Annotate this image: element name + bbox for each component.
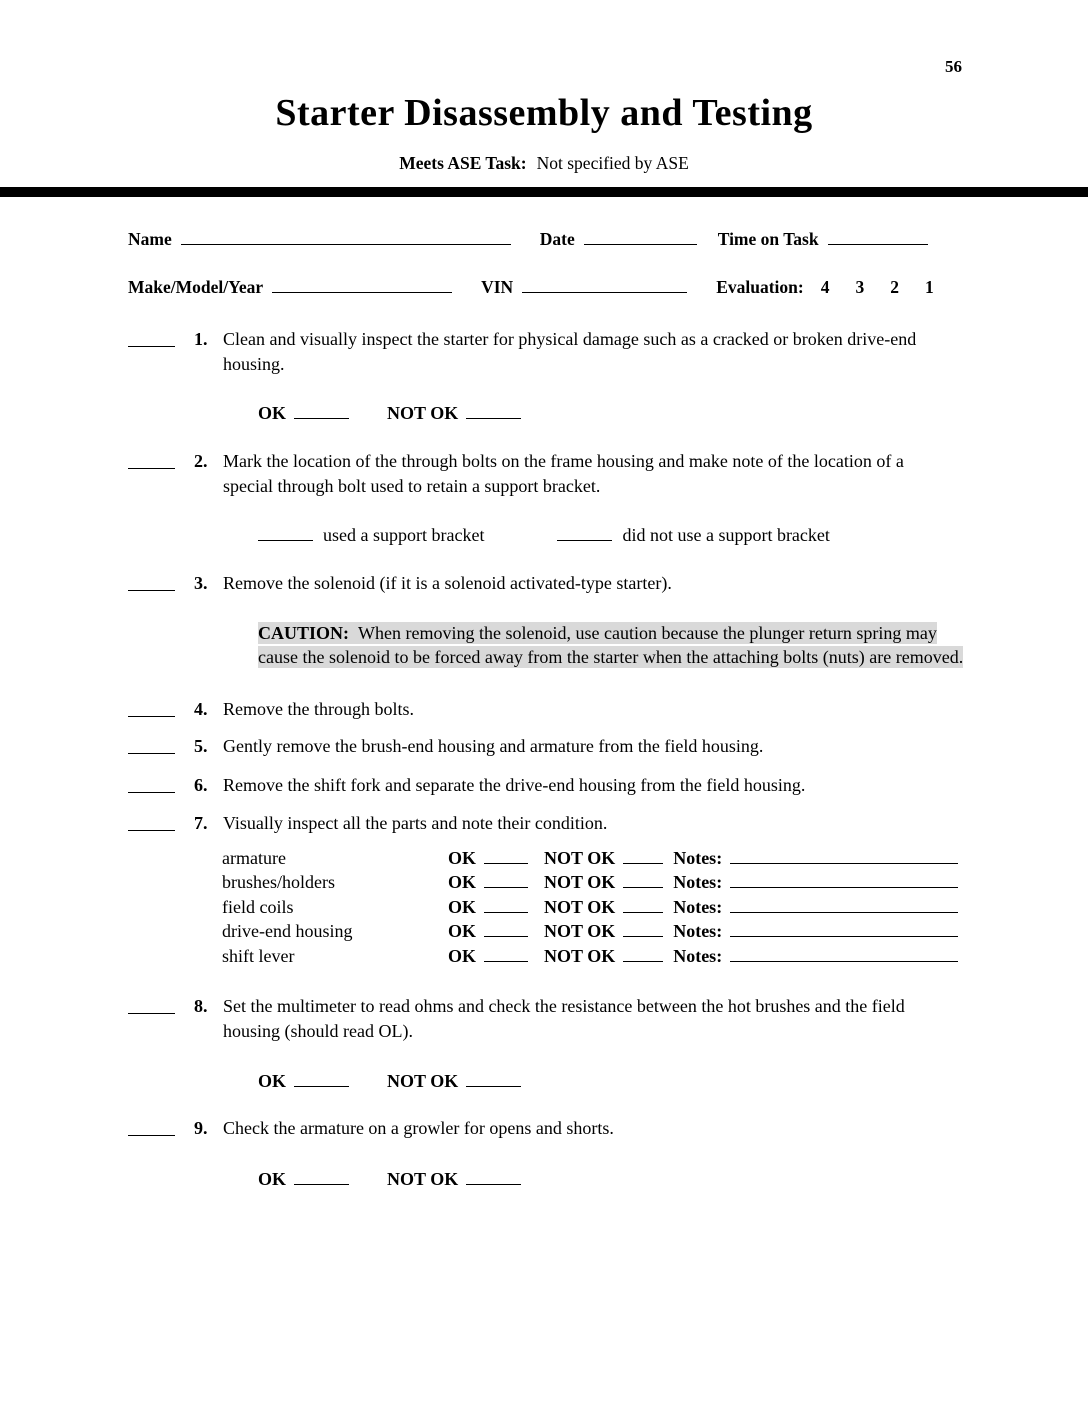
page-title: Starter Disassembly and Testing	[275, 92, 813, 134]
support-bracket-options	[258, 523, 958, 546]
step-1-text: Clean and visually inspect the starter for physical damage such as a cracked or broken drive-end housing.	[223, 329, 917, 374]
step-1-number: 1.	[194, 329, 208, 349]
step-1	[128, 327, 958, 376]
inspection-row-field-coils	[222, 895, 958, 920]
step-3-text: Remove the solenoid (if it is a solenoid activated-type starter).	[223, 573, 672, 593]
step-5	[128, 734, 958, 759]
page-number: 56	[945, 57, 962, 76]
notes-label: Notes:	[673, 847, 723, 868]
step-7-text: Visually inspect all the parts and note their condition.	[223, 813, 608, 833]
ok-blank	[484, 846, 528, 864]
part-name: armature	[222, 847, 286, 868]
step-7-response-blank	[128, 811, 175, 831]
form-row-name-date-time	[128, 227, 958, 251]
ok-label: OK	[258, 1168, 287, 1189]
inspection-table	[222, 846, 958, 969]
step-8-text: Set the multimeter to read ohms and check the resistance between the hot brushes and the field housing (should read OL).	[223, 996, 905, 1041]
evaluation-score-4: 4	[820, 277, 830, 297]
divider-bar	[0, 187, 1088, 197]
ase-task-label: Meets ASE Task:	[399, 153, 527, 173]
step-3-response-blank	[128, 571, 175, 591]
step-9-number: 9.	[194, 1118, 208, 1139]
step-8-response-blank	[128, 994, 175, 1014]
step-9-text: Check the armature on a growler for opens and shorts.	[223, 1118, 614, 1139]
notes-blank	[730, 919, 958, 937]
not-ok-blank	[623, 870, 663, 888]
ok-label: OK	[258, 403, 287, 423]
page-header	[0, 0, 1088, 77]
notes-blank	[730, 944, 958, 962]
step-8	[128, 994, 958, 1043]
not-ok-blank	[466, 1167, 521, 1185]
time-on-task-blank	[828, 227, 928, 245]
notes-label: Notes:	[673, 872, 723, 893]
evaluation-scale	[821, 275, 934, 299]
evaluation-score-2: 2	[890, 277, 899, 297]
step-2	[128, 449, 958, 498]
step-2-response-blank	[128, 449, 175, 469]
part-name: shift lever	[222, 945, 295, 966]
ok-blank	[484, 919, 528, 937]
step-2-text: Mark the location of the through bolts on the frame housing and make note of the location of a special through bolt used to retain a support bracket.	[223, 451, 904, 496]
notes-label: Notes:	[673, 896, 723, 917]
caution-text: When removing the solenoid, use caution because the plunger return spring may cause the solenoid to be forced away from the starter when the attaching bolts (nuts) are removed.	[258, 622, 964, 667]
part-name: drive-end housing	[222, 921, 353, 942]
ase-task-value: Not specified by ASE	[536, 153, 689, 173]
used-bracket-label: used a support bracket	[323, 525, 485, 545]
ok-label: OK	[448, 896, 477, 917]
step-5-number: 5.	[194, 736, 208, 756]
ok-label: OK	[448, 945, 477, 966]
ok-blank	[294, 401, 349, 419]
step-8-ok-line	[258, 1069, 958, 1092]
notes-label: Notes:	[673, 921, 723, 942]
form-row-vehicle-evaluation	[128, 275, 958, 299]
step-6-text: Remove the shift fork and separate the drive-end housing from the field housing.	[223, 774, 806, 795]
step-5-response-blank	[128, 734, 175, 754]
ok-label: OK	[448, 847, 477, 868]
date-blank	[584, 227, 697, 245]
step-6-number: 6.	[194, 774, 208, 795]
notes-blank	[730, 895, 958, 913]
not-ok-blank	[623, 846, 663, 864]
not-ok-label: NOT OK	[387, 1168, 459, 1189]
step-9-response-blank	[128, 1116, 175, 1136]
step-2-number: 2.	[194, 451, 208, 471]
step-8-number: 8.	[194, 996, 208, 1017]
not-ok-blank	[623, 944, 663, 962]
ok-blank	[484, 895, 528, 913]
step-6	[128, 773, 958, 798]
not-ok-label: NOT OK	[387, 403, 459, 423]
worksheet-body	[0, 197, 1088, 1190]
not-ok-label: NOT OK	[544, 872, 616, 893]
ok-label: OK	[258, 1071, 287, 1092]
step-9	[128, 1116, 958, 1141]
step-4-response-blank	[128, 697, 175, 717]
make-model-year-blank	[272, 275, 452, 293]
evaluation-score-1: 1	[924, 277, 934, 297]
evaluation-label: Evaluation:	[716, 277, 804, 297]
ok-label: OK	[448, 872, 477, 893]
notes-label: Notes:	[673, 945, 723, 966]
not-ok-label: NOT OK	[544, 896, 616, 917]
step-4-text: Remove the through bolts.	[223, 698, 414, 719]
notes-blank	[730, 870, 958, 888]
ase-task-line	[0, 153, 1088, 174]
not-ok-blank	[466, 401, 521, 419]
ok-blank	[484, 944, 528, 962]
ok-label: OK	[448, 921, 477, 942]
caution-label: CAUTION:	[258, 622, 350, 643]
step-9-ok-line	[258, 1167, 958, 1190]
used-bracket-blank	[258, 523, 313, 541]
step-4-number: 4.	[194, 698, 208, 719]
name-blank	[181, 227, 511, 245]
no-bracket-label: did not use a support bracket	[622, 525, 830, 545]
ok-blank	[484, 870, 528, 888]
part-name: field coils	[222, 896, 294, 917]
step-4	[128, 697, 958, 722]
not-ok-label: NOT OK	[544, 945, 616, 966]
ok-blank	[294, 1167, 349, 1185]
vin-label: VIN	[481, 277, 514, 297]
step-6-response-blank	[128, 773, 175, 793]
step-3	[128, 571, 958, 596]
step-5-text: Gently remove the brush-end housing and armature from the field housing.	[223, 736, 764, 756]
caution-highlight	[258, 622, 963, 669]
vin-blank	[522, 275, 687, 293]
step-1-ok-line	[258, 401, 958, 424]
step-3-number: 3.	[194, 573, 208, 593]
not-ok-blank	[623, 895, 663, 913]
not-ok-label: NOT OK	[544, 921, 616, 942]
not-ok-blank	[466, 1069, 521, 1087]
caution-note	[258, 621, 970, 670]
inspection-row-brushes	[222, 870, 958, 895]
not-ok-label: NOT OK	[387, 1071, 459, 1092]
step-7-number: 7.	[194, 813, 208, 833]
time-on-task-label: Time on Task	[717, 229, 819, 249]
date-label: Date	[539, 229, 575, 249]
not-ok-blank	[623, 919, 663, 937]
step-7	[128, 811, 958, 836]
notes-blank	[730, 846, 958, 864]
not-ok-label: NOT OK	[544, 847, 616, 868]
inspection-row-shift-lever	[222, 944, 958, 969]
step-1-response-blank	[128, 327, 175, 347]
ok-blank	[294, 1069, 349, 1087]
inspection-row-drive-end-housing	[222, 919, 958, 944]
name-label: Name	[128, 229, 172, 249]
no-bracket-blank	[557, 523, 612, 541]
inspection-row-armature	[222, 846, 958, 871]
evaluation-score-3: 3	[855, 277, 865, 297]
part-name: brushes/holders	[222, 872, 335, 893]
make-model-year-label: Make/Model/Year	[128, 277, 264, 297]
